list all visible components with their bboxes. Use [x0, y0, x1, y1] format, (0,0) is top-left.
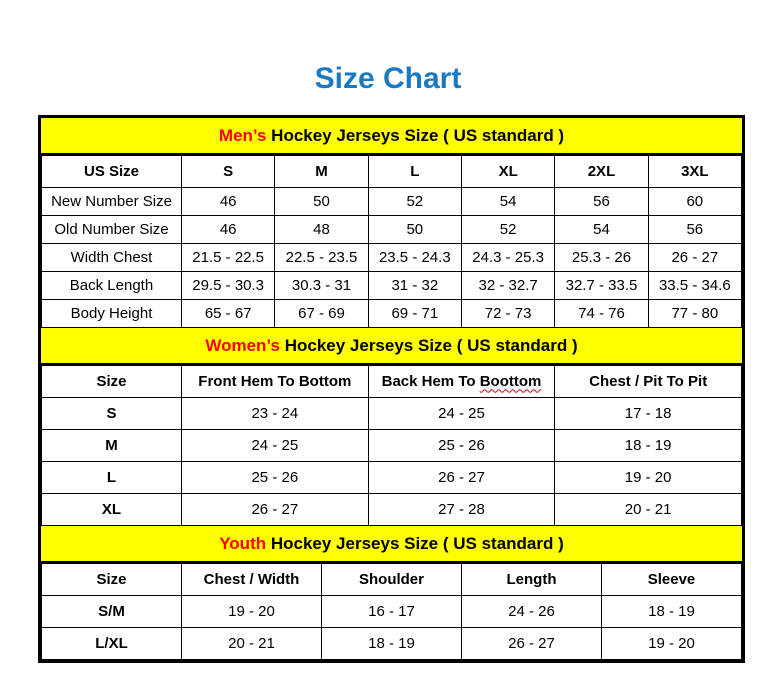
size-value-cell: 52 [461, 215, 554, 243]
column-header: Sleeve [602, 563, 742, 595]
table-row [42, 397, 742, 429]
page-title: Size Chart [314, 62, 462, 95]
table-row [42, 271, 742, 299]
size-value-cell: 26 - 27 [182, 493, 369, 525]
size-value-cell: 20 - 21 [555, 493, 742, 525]
size-value-cell: 65 - 67 [182, 299, 275, 327]
size-value-cell: 77 - 80 [648, 299, 741, 327]
size-value-cell: 18 - 19 [555, 429, 742, 461]
size-value-cell: 19 - 20 [182, 595, 322, 627]
size-value-cell: 56 [555, 187, 648, 215]
size-value-cell: 22.5 - 23.5 [275, 243, 368, 271]
womens-title-rest: Hockey Jerseys Size ( US standard ) [279, 335, 578, 355]
row-label: S [42, 397, 182, 429]
column-header: Shoulder [322, 563, 462, 595]
column-header: Size [42, 365, 182, 397]
size-value-cell: 67 - 69 [275, 299, 368, 327]
size-value-cell: 25 - 26 [368, 429, 555, 461]
size-value-cell: 46 [182, 187, 275, 215]
row-label: Body Height [42, 299, 182, 327]
size-tables-container [38, 115, 745, 663]
column-header: Front Hem To Bottom [182, 365, 369, 397]
size-value-cell: 24 - 26 [462, 595, 602, 627]
size-value-cell: 19 - 20 [555, 461, 742, 493]
row-label: Back Length [42, 271, 182, 299]
row-label: S/M [42, 595, 182, 627]
youth-size-table [41, 563, 742, 660]
column-header: S [182, 155, 275, 187]
size-value-cell: 54 [555, 215, 648, 243]
womens-section [41, 328, 742, 526]
column-header: Chest / Pit To Pit [555, 365, 742, 397]
youth-section [41, 526, 742, 660]
size-value-cell: 29.5 - 30.3 [182, 271, 275, 299]
size-value-cell: 50 [368, 215, 461, 243]
table-row [42, 461, 742, 493]
mens-section [41, 118, 742, 328]
size-value-cell: 24.3 - 25.3 [461, 243, 554, 271]
mens-title-highlight: Men’s [218, 125, 267, 145]
size-value-cell: 27 - 28 [368, 493, 555, 525]
size-value-cell: 48 [275, 215, 368, 243]
size-value-cell: 52 [368, 187, 461, 215]
column-header: US Size [42, 155, 182, 187]
table-row [42, 215, 742, 243]
size-value-cell: 18 - 19 [602, 595, 742, 627]
size-value-cell: 31 - 32 [368, 271, 461, 299]
size-value-cell: 50 [275, 187, 368, 215]
size-value-cell: 23.5 - 24.3 [368, 243, 461, 271]
size-value-cell: 26 - 27 [462, 627, 602, 659]
header-row [42, 365, 742, 397]
size-value-cell: 18 - 19 [322, 627, 462, 659]
table-row [42, 299, 742, 327]
youth-title-highlight: Youth [219, 533, 267, 553]
header-row [42, 155, 742, 187]
size-value-cell: 16 - 17 [322, 595, 462, 627]
mens-section-title [41, 118, 742, 155]
size-value-cell: 25.3 - 26 [555, 243, 648, 271]
column-header: M [275, 155, 368, 187]
column-header: L [368, 155, 461, 187]
table-row [42, 187, 742, 215]
womens-section-title [41, 328, 742, 365]
size-value-cell: 46 [182, 215, 275, 243]
column-header: Chest / Width [182, 563, 322, 595]
size-value-cell: 24 - 25 [368, 397, 555, 429]
womens-size-table [41, 365, 742, 526]
row-label: L [42, 461, 182, 493]
table-row [42, 493, 742, 525]
size-value-cell: 21.5 - 22.5 [182, 243, 275, 271]
size-value-cell: 19 - 20 [602, 627, 742, 659]
size-value-cell: 69 - 71 [368, 299, 461, 327]
table-row [42, 243, 742, 271]
size-value-cell: 72 - 73 [461, 299, 554, 327]
column-header: Length [462, 563, 602, 595]
size-value-cell: 26 - 27 [648, 243, 741, 271]
column-header: 2XL [555, 155, 648, 187]
row-label: New Number Size [42, 187, 182, 215]
mens-title-rest: Hockey Jerseys Size ( US standard ) [266, 125, 565, 145]
column-header [368, 365, 555, 397]
size-value-cell: 60 [648, 187, 741, 215]
column-header-text: Back Hem To [381, 372, 480, 390]
row-label: XL [42, 493, 182, 525]
youth-title-rest: Hockey Jerseys Size ( US standard ) [266, 533, 564, 553]
row-label: M [42, 429, 182, 461]
size-value-cell: 26 - 27 [368, 461, 555, 493]
size-value-cell: 74 - 76 [555, 299, 648, 327]
row-label: Width Chest [42, 243, 182, 271]
size-value-cell: 25 - 26 [182, 461, 369, 493]
size-value-cell: 30.3 - 31 [275, 271, 368, 299]
youth-section-title [41, 526, 742, 563]
table-row [42, 595, 742, 627]
size-value-cell: 32.7 - 33.5 [555, 271, 648, 299]
misspelled-word: Boottom [479, 372, 542, 390]
size-value-cell: 56 [648, 215, 741, 243]
size-value-cell: 20 - 21 [182, 627, 322, 659]
row-label: Old Number Size [42, 215, 182, 243]
column-header: Size [42, 563, 182, 595]
size-value-cell: 24 - 25 [182, 429, 369, 461]
table-row [42, 429, 742, 461]
mens-size-table [41, 155, 742, 328]
table-row [42, 627, 742, 659]
size-value-cell: 54 [461, 187, 554, 215]
column-header: XL [461, 155, 554, 187]
row-label: L/XL [42, 627, 182, 659]
size-value-cell: 32 - 32.7 [461, 271, 554, 299]
size-value-cell: 17 - 18 [555, 397, 742, 429]
size-value-cell: 33.5 - 34.6 [648, 271, 741, 299]
size-value-cell: 23 - 24 [182, 397, 369, 429]
column-header: 3XL [648, 155, 741, 187]
header-row [42, 563, 742, 595]
womens-title-highlight: Women’s [205, 335, 280, 355]
